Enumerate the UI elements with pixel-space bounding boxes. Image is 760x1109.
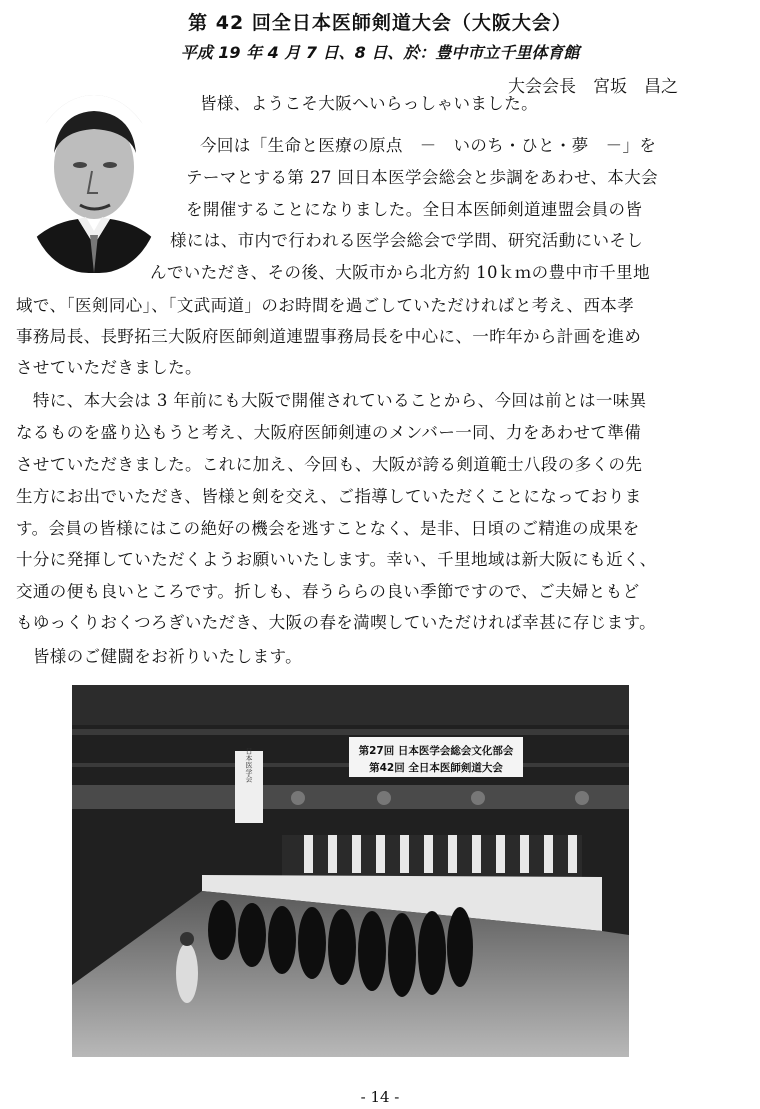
body-line-16: 交通の便も良いところです。折しも、春うららの良い季節ですので、ご夫婦ともど bbox=[16, 582, 640, 601]
portrait-illustration bbox=[28, 95, 160, 273]
body-line-6: んでいただき、その後、大阪市から北方約 10ｋｍの豊中市千里地 bbox=[150, 263, 650, 282]
portrait-photo bbox=[28, 95, 160, 273]
page-number: - 14 - bbox=[360, 1088, 400, 1106]
body-line-15: 十分に発揮していただくようお願いいたします。幸い、千里地域は新大阪にも近く、 bbox=[16, 550, 657, 569]
body-line-11: なるものを盛り込もうと考え、大阪府医師剣連のメンバー一同、力をあわせて準備 bbox=[16, 423, 642, 442]
document-subtitle: 平成 19 年 4 月 7 日、8 日、於：豊中市立千里体育館 bbox=[180, 43, 580, 62]
body-line-4: を開催することになりました。全日本医師剣道連盟会員の皆 bbox=[186, 200, 643, 219]
event-photo bbox=[72, 685, 629, 1057]
body-line-9: させていただきました。 bbox=[16, 358, 202, 377]
document-title: 第 42 回全日本医師剣道大会（大阪大会） bbox=[188, 12, 572, 34]
body-line-17: もゆっくりおくつろぎいただき、大阪の春を満喫していただければ幸甚に存じます。 bbox=[16, 613, 657, 632]
body-line-3: テーマとする第 27 回日本医学会総会と歩調をあわせ、本大会 bbox=[186, 168, 658, 187]
event-hall-illustration bbox=[72, 685, 629, 1057]
body-line-2: 今回は「生命と医療の原点 － いのち・ひと・夢 －」を bbox=[200, 136, 657, 155]
body-line-13: 生方にお出でいただき、皆様と剣を交え、ご指導していただくことになっておりま bbox=[16, 487, 642, 506]
body-line-8: 事務局長、長野拓三大阪府医師剣道連盟事務局長を中心に、一昨年から計画を進め bbox=[16, 327, 642, 346]
body-line-5: 様には、市内で行われる医学会総会で学問、研究活動にいそし bbox=[170, 231, 644, 250]
sign-left-text: 日本医学会 bbox=[245, 747, 253, 783]
body-line-14: す。会員の皆様にはこの絶好の機会を逃すことなく、是非、日頃のご精進の成果を bbox=[16, 519, 640, 538]
body-line-1: 皆様、ようこそ大阪へいらっしゃいました。 bbox=[200, 94, 538, 113]
banner-text-line-2: 第42回 全日本医師剣道大会 bbox=[369, 762, 503, 774]
president-signature: 大会会長 宮坂 昌之 bbox=[508, 77, 678, 97]
banner-text-line-1: 第27回 日本医学会総会文化部会 bbox=[358, 745, 514, 757]
body-line-7: 域で、「医剣同心」、「文武両道」のお時間を過ごしていただければと考え、西本孝 bbox=[16, 296, 635, 315]
body-line-18: 皆様のご健闘をお祈りいたします。 bbox=[16, 647, 302, 666]
body-line-12: させていただきました。これに加え、今回も、大阪が誇る剣道範士八段の多くの先 bbox=[16, 455, 643, 474]
body-line-10: 特に、本大会は 3 年前にも大阪で開催されていることから、今回は前とは一味異 bbox=[16, 391, 647, 410]
